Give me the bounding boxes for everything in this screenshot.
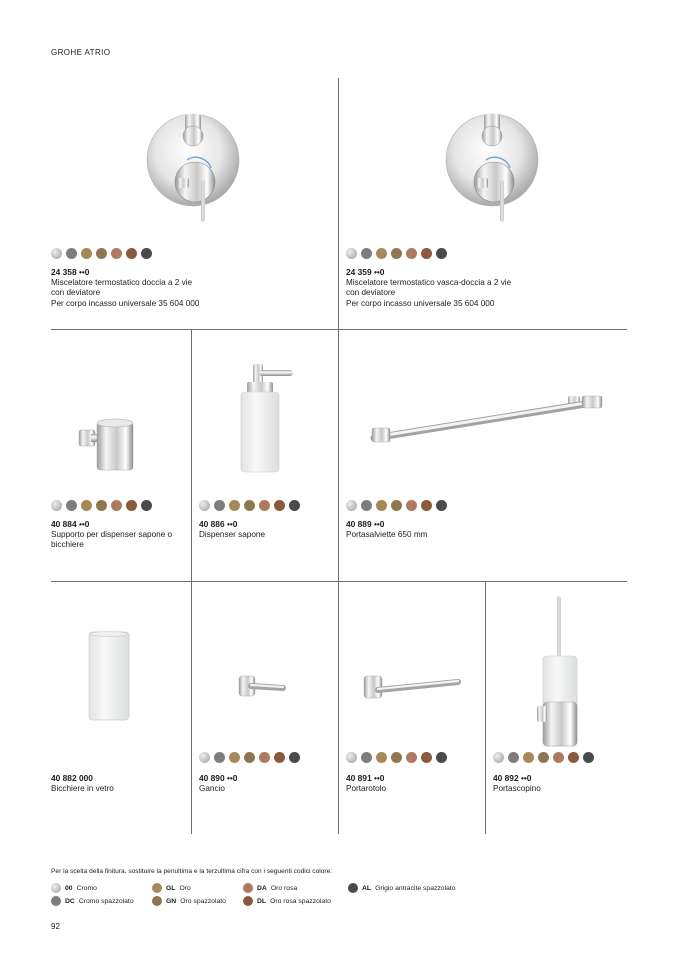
finish-swatch-icon [214,500,225,511]
finish-swatch-icon [244,752,255,763]
product-code: 40 886 ••0 [199,519,238,529]
product-code: 40 884 ••0 [51,519,90,529]
page-number: 92 [51,922,60,931]
product-card [346,78,626,330]
product-description: Dispenser sapone [199,530,265,539]
legend-item: GN Oro spazzolato [152,896,226,906]
product-card [51,78,338,330]
finish-swatch-icon [51,500,62,511]
finish-swatch-icon [391,752,402,763]
holder-icon [77,418,139,474]
finish-swatch-icon [81,248,92,259]
product-card [51,330,191,582]
product-card [346,582,485,834]
finish-swatch-icon [199,500,210,511]
finish-swatch-icon [523,752,534,763]
thermostat-shower-icon [145,108,241,224]
product-description: Portascopino [493,784,541,793]
finish-swatch-icon [274,500,285,511]
finish-swatch-icon [436,500,447,511]
product-code: 24 359 ••0 [346,267,385,277]
finish-swatch-icon [406,248,417,259]
finish-swatch-icon [152,883,162,893]
finish-swatch-icon [274,752,285,763]
finish-swatches [346,248,447,259]
product-code: 40 882 000 [51,773,93,783]
product-description: Portasalviette 650 mm [346,530,428,539]
finish-swatch-icon [361,752,372,763]
grid-divider [338,78,339,330]
product-card [51,582,191,834]
finish-swatch-icon [289,500,300,511]
finish-swatch-icon [259,752,270,763]
soap-dispenser-icon [235,362,297,474]
finish-swatch-icon [391,500,402,511]
finish-swatch-icon [376,248,387,259]
finish-swatch-icon [538,752,549,763]
grid-divider [191,582,192,834]
legend-item: DC Cromo spazzolato [51,896,134,906]
finish-swatch-icon [229,752,240,763]
finish-swatches [51,500,152,511]
product-description: Miscelatore termostatico doccia a 2 vie con deviatore Per corpo incasso universale 35 604 000 [51,278,200,308]
finish-swatch-icon [66,248,77,259]
finish-swatch-icon [66,500,77,511]
finish-swatch-icon [229,500,240,511]
finish-swatch-icon [289,752,300,763]
product-card [199,330,338,582]
product-code: 40 892 ••0 [493,773,532,783]
finish-swatch-icon [376,752,387,763]
grid-divider [338,330,339,582]
finish-swatch-icon [81,500,92,511]
finish-swatch-icon [51,883,61,893]
thermostat-bath-icon [444,108,540,224]
finish-swatch-icon [421,248,432,259]
brand-title: GROHE ATRIO [51,48,111,57]
finish-swatch-icon [346,500,357,511]
finish-swatch-icon [126,500,137,511]
finish-swatch-icon [259,500,270,511]
product-card [199,582,338,834]
finish-swatch-icon [421,500,432,511]
finish-swatch-icon [508,752,519,763]
finish-swatch-icon [51,896,61,906]
finish-swatch-icon [214,752,225,763]
finish-swatches [346,752,447,763]
finish-swatch-icon [141,500,152,511]
product-card [493,582,627,834]
finish-footnote: Per la scelta della finitura, sostituire la penultima e la terzultima cifra con i seguenti codici colore: [51,868,333,875]
finish-swatch-icon [111,248,122,259]
finish-swatch-icon [244,500,255,511]
finish-swatch-icon [111,500,122,511]
finish-swatch-icon [126,248,137,259]
hook-icon [237,672,289,702]
finish-swatch-icon [406,752,417,763]
finish-swatch-icon [391,248,402,259]
finish-swatches [199,752,300,763]
finish-swatch-icon [348,883,358,893]
legend-item: GL Oro [152,883,191,893]
grid-divider [485,582,486,834]
finish-swatch-icon [376,500,387,511]
finish-swatch-icon [583,752,594,763]
legend-item: DL Oro rosa spazzolato [243,896,331,906]
towel-bar-icon [370,394,606,450]
finish-swatch-icon [361,500,372,511]
paper-holder-icon [362,670,464,704]
product-card [346,330,626,582]
finish-swatch-icon [553,752,564,763]
finish-swatch-icon [51,248,62,259]
product-description: Portarotolo [346,784,387,793]
grid-divider [338,582,339,834]
finish-swatch-icon [406,500,417,511]
finish-swatch-icon [96,248,107,259]
finish-swatch-icon [243,896,253,906]
legend-item: DA Oro rosa [243,883,297,893]
finish-swatch-icon [361,248,372,259]
legend-item: 00 Cromo [51,883,97,893]
product-description: Supporto per dispenser sapone o bicchiere [51,530,173,550]
product-code: 40 890 ••0 [199,773,238,783]
finish-swatch-icon [152,896,162,906]
grid-divider [191,330,192,582]
product-code: 40 889 ••0 [346,519,385,529]
glass-tumbler-icon [87,630,131,722]
finish-swatch-icon [568,752,579,763]
product-description: Gancio [199,784,225,793]
finish-swatches [199,500,300,511]
finish-swatch-icon [493,752,504,763]
finish-swatch-icon [141,248,152,259]
product-description: Bicchiere in vetro [51,784,114,793]
legend-item: AL Grigio antracite spazzolato [348,883,456,893]
toilet-brush-icon [537,594,583,750]
finish-swatches [346,500,447,511]
finish-swatch-icon [199,752,210,763]
finish-swatch-icon [346,248,357,259]
finish-swatch-icon [436,752,447,763]
finish-swatch-icon [96,500,107,511]
finish-swatches [493,752,594,763]
finish-swatches [51,248,152,259]
finish-swatch-icon [436,248,447,259]
product-description: Miscelatore termostatico vasca-doccia a 2 vie con deviatore Per corpo incasso universale 35 604 000 [346,278,512,308]
product-code: 24 358 ••0 [51,267,90,277]
finish-swatch-icon [346,752,357,763]
finish-swatch-icon [421,752,432,763]
finish-swatch-icon [243,883,253,893]
product-code: 40 891 ••0 [346,773,385,783]
